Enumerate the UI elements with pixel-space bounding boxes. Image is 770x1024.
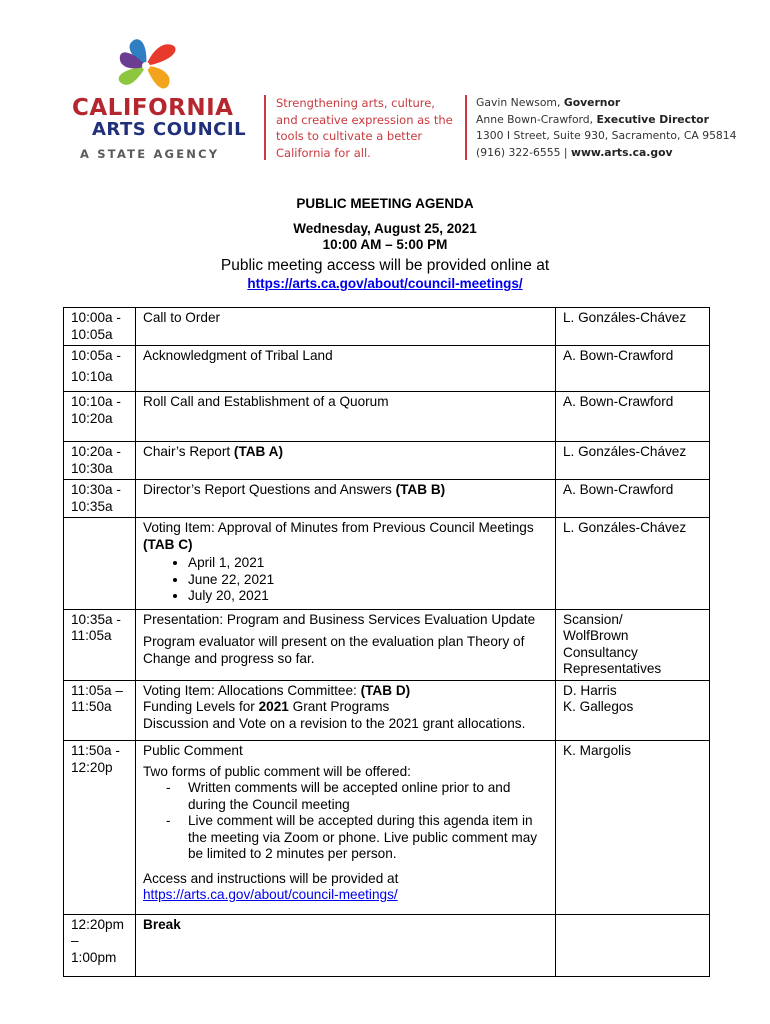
time-cell: 12:20pm – 1:00pm — [64, 914, 136, 976]
presenter-cell: L. Gonzáles-Chávez — [556, 308, 710, 346]
item-cell: Roll Call and Establishment of a Quorum — [136, 392, 556, 442]
table-row — [64, 442, 710, 480]
item-cell: Director’s Report Questions and Answers (TAB B) — [136, 480, 556, 518]
table-row — [64, 392, 710, 442]
list-item: • June 22, 2021 — [188, 572, 548, 589]
item-cell: Break — [136, 914, 556, 976]
presenter-cell — [556, 914, 710, 976]
time-cell: 11:05a – 11:50a — [64, 680, 136, 741]
comment-forms-list — [143, 780, 548, 863]
tab-reference: (TAB A) — [233, 444, 283, 459]
table-row — [64, 480, 710, 518]
time-cell: 10:30a - 10:35a — [64, 480, 136, 518]
mission-line: California for all. — [276, 145, 371, 160]
table-row — [64, 914, 710, 976]
time-cell: 10:05a - 10:10a — [64, 346, 136, 392]
header-divider — [264, 95, 266, 160]
governor-line: Gavin Newsom, Governor — [476, 96, 621, 109]
time-cell: 11:50a - 12:20p — [64, 741, 136, 915]
access-text: Public meeting access will be provided online at — [220, 257, 550, 274]
council-meetings-link[interactable]: https://arts.ca.gov/about/council-meetings/ — [247, 276, 523, 291]
presenter-cell: A. Bown-Crawford — [556, 346, 710, 392]
table-row — [64, 518, 710, 610]
time-cell: 10:00a - 10:05a — [64, 308, 136, 346]
mission-statement — [276, 95, 456, 161]
presenter-cell: L. Gonzáles-Chávez — [556, 518, 710, 610]
header-divider — [465, 95, 467, 160]
agenda-title: PUBLIC MEETING AGENDA — [296, 196, 474, 211]
presenter-cell: D. Harris K. Gallegos — [556, 680, 710, 741]
website-link[interactable]: www.arts.ca.gov — [570, 145, 673, 159]
contact-block — [476, 95, 756, 161]
item-cell: Voting Item: Approval of Minutes from Previous Council Meetings (TAB C) • April 1, 2021 • June 22, 2021 • July 20, 2021 — [136, 518, 556, 610]
tab-reference: (TAB C) — [143, 536, 193, 552]
council-meetings-link[interactable]: https://arts.ca.gov/about/council-meetings/ — [143, 887, 398, 902]
presenter-cell: A. Bown-Crawford — [556, 392, 710, 442]
presenter-cell: L. Gonzáles-Chávez — [556, 442, 710, 480]
presenter-cell: K. Margolis — [556, 741, 710, 915]
time-cell: 10:35a - 11:05a — [64, 609, 136, 680]
org-name-line1: CALIFORNIA — [72, 95, 234, 121]
meeting-time: 10:00 AM – 5:00 PM — [322, 237, 448, 252]
meeting-date: Wednesday, August 25, 2021 — [293, 221, 477, 236]
time-cell: 10:20a - 10:30a — [64, 442, 136, 480]
table-row — [64, 741, 710, 915]
table-row — [64, 680, 710, 741]
presenter-cell: A. Bown-Crawford — [556, 480, 710, 518]
director-line: Anne Bown-Crawford, Executive Director — [476, 112, 709, 126]
list-item: - Live comment will be accepted during this agenda item in the meeting via Zoom or phone. Live public comment may be limited to 2 minutes per person. — [188, 813, 548, 863]
mission-line: Strengthening arts, culture, — [276, 96, 435, 110]
presenter-cell: Scansion/ WolfBrown Consultancy Representatives — [556, 609, 710, 680]
item-cell: Presentation: Program and Business Services Evaluation Update Program evaluator will present on the evaluation plan Theory of Change and progress so far. — [136, 609, 556, 680]
arts-council-logo-icon — [112, 36, 180, 96]
minutes-dates-list — [143, 555, 548, 605]
list-item: • April 1, 2021 — [188, 555, 548, 572]
org-tagline: A STATE AGENCY — [80, 147, 220, 161]
item-cell: Chair’s Report (TAB A) — [136, 442, 556, 480]
table-row — [64, 609, 710, 680]
org-name-line2: ARTS COUNCIL — [92, 119, 247, 140]
tab-reference: (TAB D) — [360, 682, 411, 698]
phone-website-line: (916) 322-6555 | www.arts.ca.gov — [476, 145, 673, 159]
list-item: - Written comments will be accepted online prior to and during the Council meeting — [188, 780, 548, 813]
table-row — [64, 346, 710, 392]
agenda-table — [63, 307, 710, 977]
item-cell: Voting Item: Allocations Committee: (TAB D) Funding Levels for 2021 Grant Programs Discussion and Vote on a revision to the 2021 grant allocations. — [136, 680, 556, 741]
mission-line: and creative expression as the — [276, 112, 453, 127]
item-cell: Acknowledgment of Tribal Land — [136, 346, 556, 392]
item-cell: Call to Order — [136, 308, 556, 346]
tab-reference: (TAB B) — [395, 482, 446, 497]
list-item: • July 20, 2021 — [188, 588, 548, 605]
table-row — [64, 308, 710, 346]
mission-line: tools to cultivate a better — [276, 129, 423, 143]
address: 1300 I Street, Suite 930, Sacramento, CA 95814 — [476, 129, 737, 142]
time-cell — [64, 518, 136, 610]
item-cell: Public Comment Two forms of public comment will be offered: - Written comments will be accepted online prior to and during the Council meeting - Live comment will be accepted during this agenda item in the meeting via Zoom or phone. Live public comment may be limited to 2 minutes per person. Access and instructions will be provided at https://arts.ca.gov/about/council-meetings/ — [136, 741, 556, 915]
phone: (916) 322-6555 — [476, 145, 561, 159]
time-cell: 10:10a - 10:20a — [64, 392, 136, 442]
